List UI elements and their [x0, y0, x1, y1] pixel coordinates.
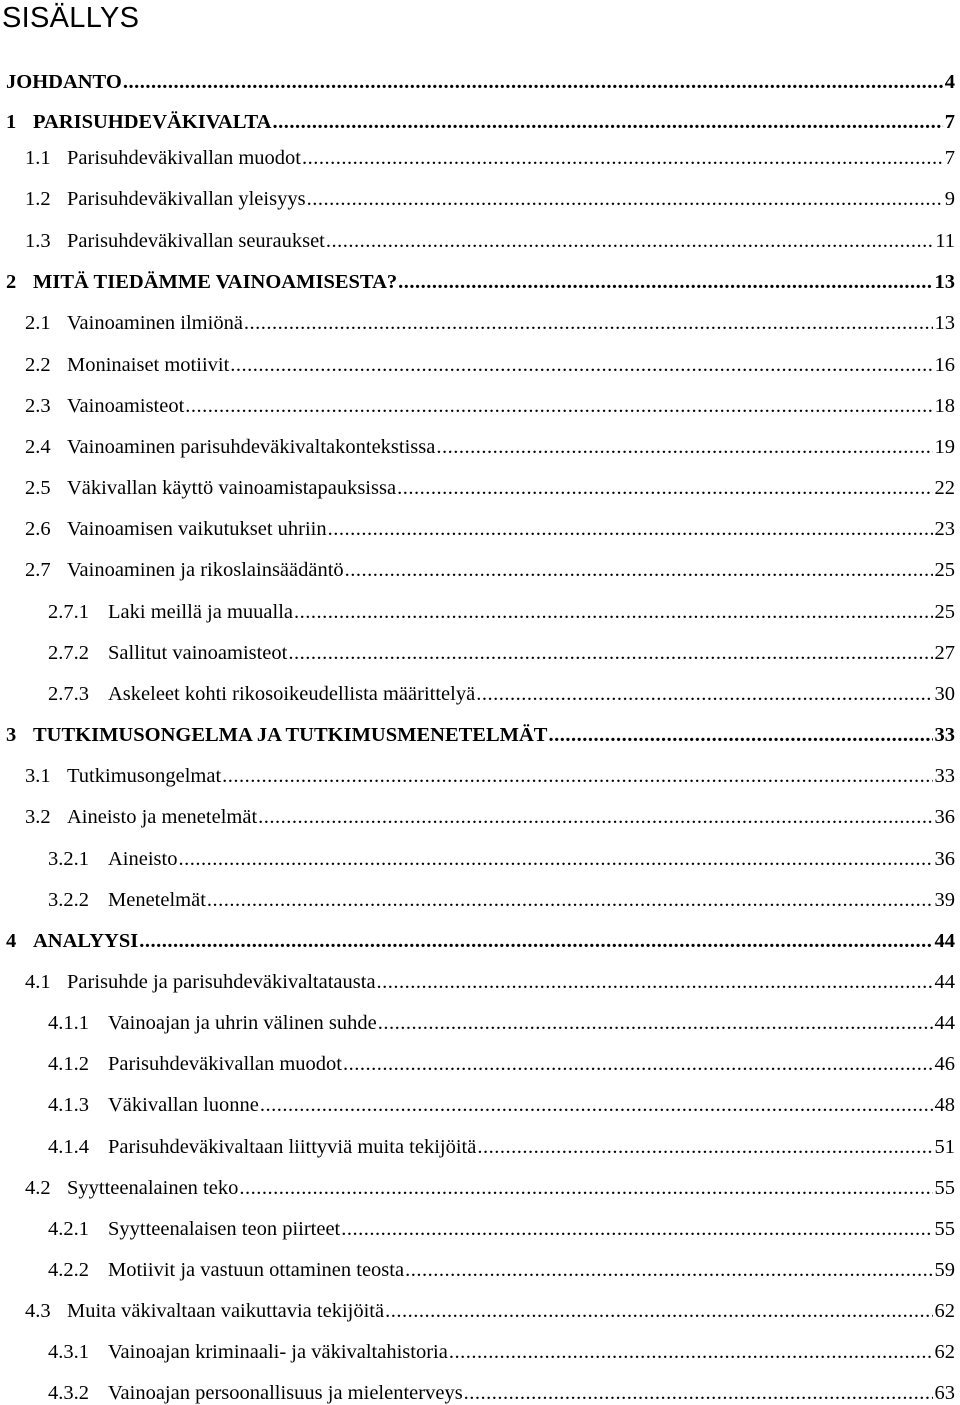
- toc-row[interactable]: [25, 1172, 955, 1200]
- toc-number: 3.2.1: [48, 848, 89, 870]
- toc-page-number: 25: [934, 559, 955, 581]
- toc-title: MITÄ TIEDÄMME VAINOAMISESTA?: [33, 271, 398, 293]
- toc-leader-dots: [123, 70, 943, 94]
- toc-row[interactable]: [48, 1089, 955, 1117]
- toc-leader-dots: [302, 146, 943, 170]
- toc-number: 4.3.1: [48, 1341, 89, 1363]
- toc-title: Parisuhde ja parisuhdeväkivaltatausta: [67, 971, 376, 993]
- toc-title: Menetelmät: [108, 889, 206, 911]
- toc-number: 4.1: [25, 971, 51, 993]
- toc-leader-dots: [341, 1217, 932, 1241]
- toc-leader-dots: [436, 435, 932, 459]
- toc-row[interactable]: [6, 719, 955, 747]
- toc-number: 2.7: [25, 559, 51, 581]
- toc-leader-dots: [397, 476, 932, 500]
- toc-page-number: 7: [944, 111, 955, 133]
- toc-title: Aineisto: [108, 848, 178, 870]
- toc-leader-dots: [178, 847, 932, 871]
- toc-row[interactable]: [48, 1213, 955, 1241]
- toc-row[interactable]: [48, 1336, 955, 1364]
- toc-title: Laki meillä ja muualla: [108, 601, 294, 623]
- toc-row[interactable]: [25, 801, 955, 829]
- toc-page-number: 16: [934, 354, 955, 376]
- toc-row[interactable]: [48, 843, 955, 871]
- toc-row[interactable]: [48, 596, 955, 624]
- toc-leader-dots: [405, 1258, 932, 1282]
- toc-leader-dots: [548, 723, 932, 747]
- toc-leader-dots: [328, 517, 933, 541]
- toc-number: 4.1.4: [48, 1136, 89, 1158]
- toc-row[interactable]: [48, 1377, 955, 1405]
- toc-number: 4.2.1: [48, 1218, 89, 1240]
- toc-title: Vainoajan persoonallisuus ja mielenterveys: [108, 1382, 463, 1404]
- toc-leader-dots: [185, 394, 932, 418]
- toc-page-number: 39: [934, 889, 955, 911]
- toc-page-number: 63: [934, 1382, 955, 1404]
- toc-number: 1: [6, 111, 17, 133]
- toc-row[interactable]: [25, 349, 955, 377]
- toc-row[interactable]: [48, 637, 955, 665]
- toc-page-number: 48: [934, 1094, 955, 1116]
- toc-title: Muita väkivaltaan vaikuttavia tekijöitä: [67, 1300, 385, 1322]
- toc-row[interactable]: [48, 1131, 955, 1159]
- toc-page-number: 7: [944, 147, 955, 169]
- toc-title: PARISUHDEVÄKIVALTA: [33, 111, 272, 133]
- toc-leader-dots: [222, 764, 932, 788]
- toc-leader-dots: [378, 1011, 933, 1035]
- toc-number: 1.3: [25, 230, 51, 252]
- toc-number: 2.6: [25, 518, 51, 540]
- toc-leader-dots: [139, 929, 932, 953]
- toc-title: Parisuhdeväkivallan muodot: [108, 1053, 342, 1075]
- toc-leader-dots: [288, 641, 932, 665]
- toc-page-number: 46: [934, 1053, 955, 1075]
- toc-leader-dots: [294, 600, 932, 624]
- toc-leader-dots: [377, 970, 933, 994]
- toc-title: Vainoajan ja uhrin välinen suhde: [108, 1012, 377, 1034]
- toc-number: 4.1.2: [48, 1053, 89, 1075]
- toc-leader-dots: [307, 187, 943, 211]
- toc-row[interactable]: [25, 225, 955, 253]
- toc-leader-dots: [398, 270, 932, 294]
- toc-number: 2.4: [25, 436, 51, 458]
- toc-page-number: 59: [934, 1259, 955, 1281]
- toc-number: 4.3: [25, 1300, 51, 1322]
- toc-page-number: 36: [934, 806, 955, 828]
- toc-page-number: 62: [934, 1300, 955, 1322]
- toc-number: 3.2.2: [48, 889, 89, 911]
- toc-page-number: 23: [934, 518, 955, 540]
- toc-page-number: 18: [934, 395, 955, 417]
- toc-title: Parisuhdeväkivaltaan liittyviä muita tekijöitä: [108, 1136, 477, 1158]
- toc-number: 2.7.1: [48, 601, 89, 623]
- toc-title: TUTKIMUSONGELMA JA TUTKIMUSMENETELMÄT: [33, 724, 548, 746]
- toc-number: 4.1.1: [48, 1012, 89, 1034]
- toc-page-number: 4: [944, 71, 955, 93]
- toc-row[interactable]: [6, 106, 955, 134]
- toc-title: Motiivit ja vastuun ottaminen teosta: [108, 1259, 405, 1281]
- toc-page-number: 33: [934, 765, 955, 787]
- toc-title: Syytteenalainen teko: [67, 1177, 239, 1199]
- toc-number: 4.2: [25, 1177, 51, 1199]
- toc-number: 2.2: [25, 354, 51, 376]
- toc-page-number: 27: [934, 642, 955, 664]
- toc-title: Vainoamisen vaikutukset uhriin: [67, 518, 327, 540]
- toc-page-number: 25: [934, 601, 955, 623]
- toc-leader-dots: [207, 888, 933, 912]
- toc-row[interactable]: [25, 554, 955, 582]
- toc-leader-dots: [345, 558, 933, 582]
- toc-number: 2: [6, 271, 17, 293]
- toc-page-number: 9: [944, 188, 955, 210]
- toc-number: 2.5: [25, 477, 51, 499]
- toc-leader-dots: [260, 1093, 933, 1117]
- toc-leader-dots: [449, 1340, 933, 1364]
- toc-page-number: 44: [934, 930, 955, 952]
- toc-row[interactable]: [25, 760, 955, 788]
- toc-row[interactable]: [48, 1254, 955, 1282]
- toc-row[interactable]: [25, 307, 955, 335]
- toc-title: Väkivallan luonne: [108, 1094, 259, 1116]
- toc-leader-dots: [385, 1299, 932, 1323]
- toc-title: Parisuhdeväkivallan muodot: [67, 147, 301, 169]
- toc-page-number: 19: [934, 436, 955, 458]
- toc-leader-dots: [464, 1381, 933, 1405]
- toc-page-number: 13: [934, 312, 955, 334]
- toc-row[interactable]: [25, 1295, 955, 1323]
- toc-title: Vainoaminen ja rikoslainsäädäntö: [67, 559, 344, 581]
- toc-title: Parisuhdeväkivallan seuraukset: [67, 230, 325, 252]
- toc-leader-dots: [244, 311, 933, 335]
- toc-page-number: 55: [934, 1218, 955, 1240]
- toc-row[interactable]: [25, 966, 955, 994]
- toc-row[interactable]: [25, 431, 955, 459]
- toc-page-number: 44: [934, 1012, 955, 1034]
- toc-row[interactable]: [25, 142, 955, 170]
- toc-title: Vainoaminen ilmiönä: [67, 312, 243, 334]
- toc-row[interactable]: [48, 678, 955, 706]
- toc-page-number: 44: [934, 971, 955, 993]
- toc-row[interactable]: [25, 513, 955, 541]
- toc-page-number: 13: [934, 271, 955, 293]
- toc-leader-dots: [239, 1176, 932, 1200]
- toc-page-number: 55: [934, 1177, 955, 1199]
- toc-title: Sallitut vainoamisteot: [108, 642, 288, 664]
- toc-page-number: 33: [934, 724, 955, 746]
- toc-title: Vainoajan kriminaali- ja väkivaltahistoria: [108, 1341, 448, 1363]
- toc-title: Väkivallan käyttö vainoamistapauksissa: [67, 477, 397, 499]
- toc-page-number: 36: [934, 848, 955, 870]
- toc-number: 4.2.2: [48, 1259, 89, 1281]
- toc-title: Parisuhdeväkivallan yleisyys: [67, 188, 306, 210]
- toc-row[interactable]: [48, 1048, 955, 1076]
- toc-page-number: 62: [934, 1341, 955, 1363]
- toc-row[interactable]: [6, 925, 955, 953]
- toc-number: 3.2: [25, 806, 51, 828]
- toc-row[interactable]: [25, 472, 955, 500]
- toc-leader-dots: [476, 682, 932, 706]
- toc-number: 2.3: [25, 395, 51, 417]
- toc-leader-dots: [326, 229, 933, 253]
- toc-row[interactable]: [25, 390, 955, 418]
- toc-title: Vainoaminen parisuhdeväkivaltakontekstissa: [67, 436, 436, 458]
- toc-leader-dots: [230, 353, 932, 377]
- toc-number: 3: [6, 724, 17, 746]
- toc-page-number: 11: [935, 230, 955, 252]
- toc-leader-dots: [258, 805, 932, 829]
- toc-leader-dots: [272, 110, 942, 134]
- toc-row[interactable]: [48, 884, 955, 912]
- toc-number: 4.3.2: [48, 1382, 89, 1404]
- toc-number: 4.1.3: [48, 1094, 89, 1116]
- toc-title: Syytteenalaisen teon piirteet: [108, 1218, 341, 1240]
- toc-row[interactable]: [6, 66, 955, 94]
- toc-number: 3.1: [25, 765, 51, 787]
- toc-title: ANALYYSI: [33, 930, 139, 952]
- toc-number: 2.7.3: [48, 683, 89, 705]
- toc-page-number: 51: [934, 1136, 955, 1158]
- toc-leader-dots: [343, 1052, 933, 1076]
- toc-number: 1.2: [25, 188, 51, 210]
- toc-number: 2.7.2: [48, 642, 89, 664]
- toc-number: 4: [6, 930, 17, 952]
- toc-number: 1.1: [25, 147, 51, 169]
- toc-page-number: 30: [934, 683, 955, 705]
- toc-title: Tutkimusongelmat: [67, 765, 222, 787]
- page-title: SISÄLLYS: [2, 2, 140, 34]
- toc-row[interactable]: [6, 266, 955, 294]
- toc-row[interactable]: [25, 183, 955, 211]
- toc-number: 2.1: [25, 312, 51, 334]
- toc-title: Askeleet kohti rikosoikeudellista määrittelyä: [108, 683, 476, 705]
- toc-title: Moninaiset motiivit: [67, 354, 230, 376]
- toc-row[interactable]: [48, 1007, 955, 1035]
- toc-leader-dots: [477, 1135, 932, 1159]
- toc-title: Aineisto ja menetelmät: [67, 806, 258, 828]
- toc-title: JOHDANTO: [6, 71, 122, 93]
- toc-title: Vainoamisteot: [67, 395, 185, 417]
- toc-page-number: 22: [934, 477, 955, 499]
